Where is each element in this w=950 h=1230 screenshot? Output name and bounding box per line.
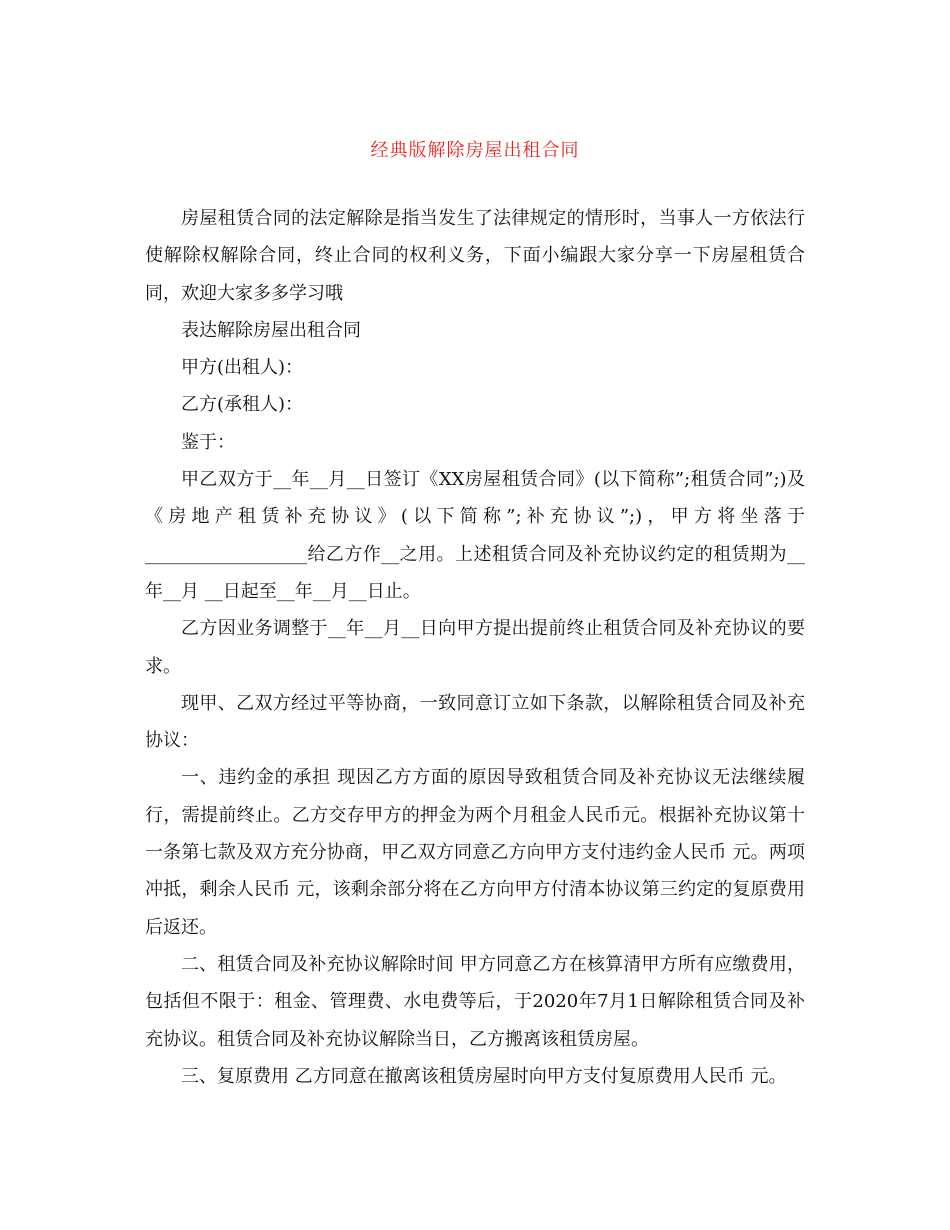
document-body — [145, 200, 805, 1095]
paragraph-clause-1: 一、违约金的承担 现因乙方方面的原因导致租赁合同及补充协议无法继续履行，需提前终止。乙方交存甲方的押金为两个月租金人民币元。根据补充协议第十一条第七款及双方充分协商，甲乙双方同意乙方向甲方支付违约金人民币 元。两项冲抵，剩余人民币 元，该剩余部分将在乙方向甲方付清本协议第三约定的复原费用后返还。 — [145, 767, 805, 938]
paragraph-party-a: 甲方(出租人)： — [181, 357, 304, 379]
paragraph-clause-2: 二、租赁合同及补充协议解除时间 甲方同意乙方在核算清甲方所有应缴费用，包括但不限于：租金、管理费、水电费等后，于2020年7月1日解除租赁合同及补充协议。租赁合同及补充协议解除当日，乙方搬离该租赁房屋。 — [145, 953, 805, 1050]
paragraph-party-b: 乙方(承租人)： — [181, 394, 304, 416]
paragraph-intro: 房屋租赁合同的法定解除是指当发生了法律规定的情形时，当事人一方依法行使解除权解除合同，终止合同的权利义务，下面小编跟大家分享一下房屋租赁合同，欢迎大家多多学习哦 — [145, 208, 805, 304]
paragraph-whereas: 鉴于： — [181, 431, 235, 453]
paragraph-heading: 表达解除房屋出租合同 — [181, 319, 361, 341]
document-title: 经典版解除房屋出租合同 — [370, 140, 580, 161]
paragraph-agreement: 现甲、乙双方经过平等协商，一致同意订立如下条款，以解除租赁合同及补充协议： — [145, 692, 805, 752]
paragraph-clause-3: 三、复原费用 乙方同意在撤离该租赁房屋时向甲方支付复原费用人民币 元。 — [181, 1065, 787, 1087]
paragraph-background: 甲乙双方于__年__月__日签订《XX房屋租赁合同》(以下简称”;租赁合同”;)及《房地产租赁补充协议》(以下简称”;补充协议”;)，甲方将坐落于__________________给乙方作__之用。上述租赁合同及补充协议约定的租赁期为__年__月 __日起至__年__月__日止。 — [145, 469, 805, 602]
paragraph-request: 乙方因业务调整于__年__月__日向甲方提出提前终止租赁合同及补充协议的要求。 — [145, 618, 805, 677]
